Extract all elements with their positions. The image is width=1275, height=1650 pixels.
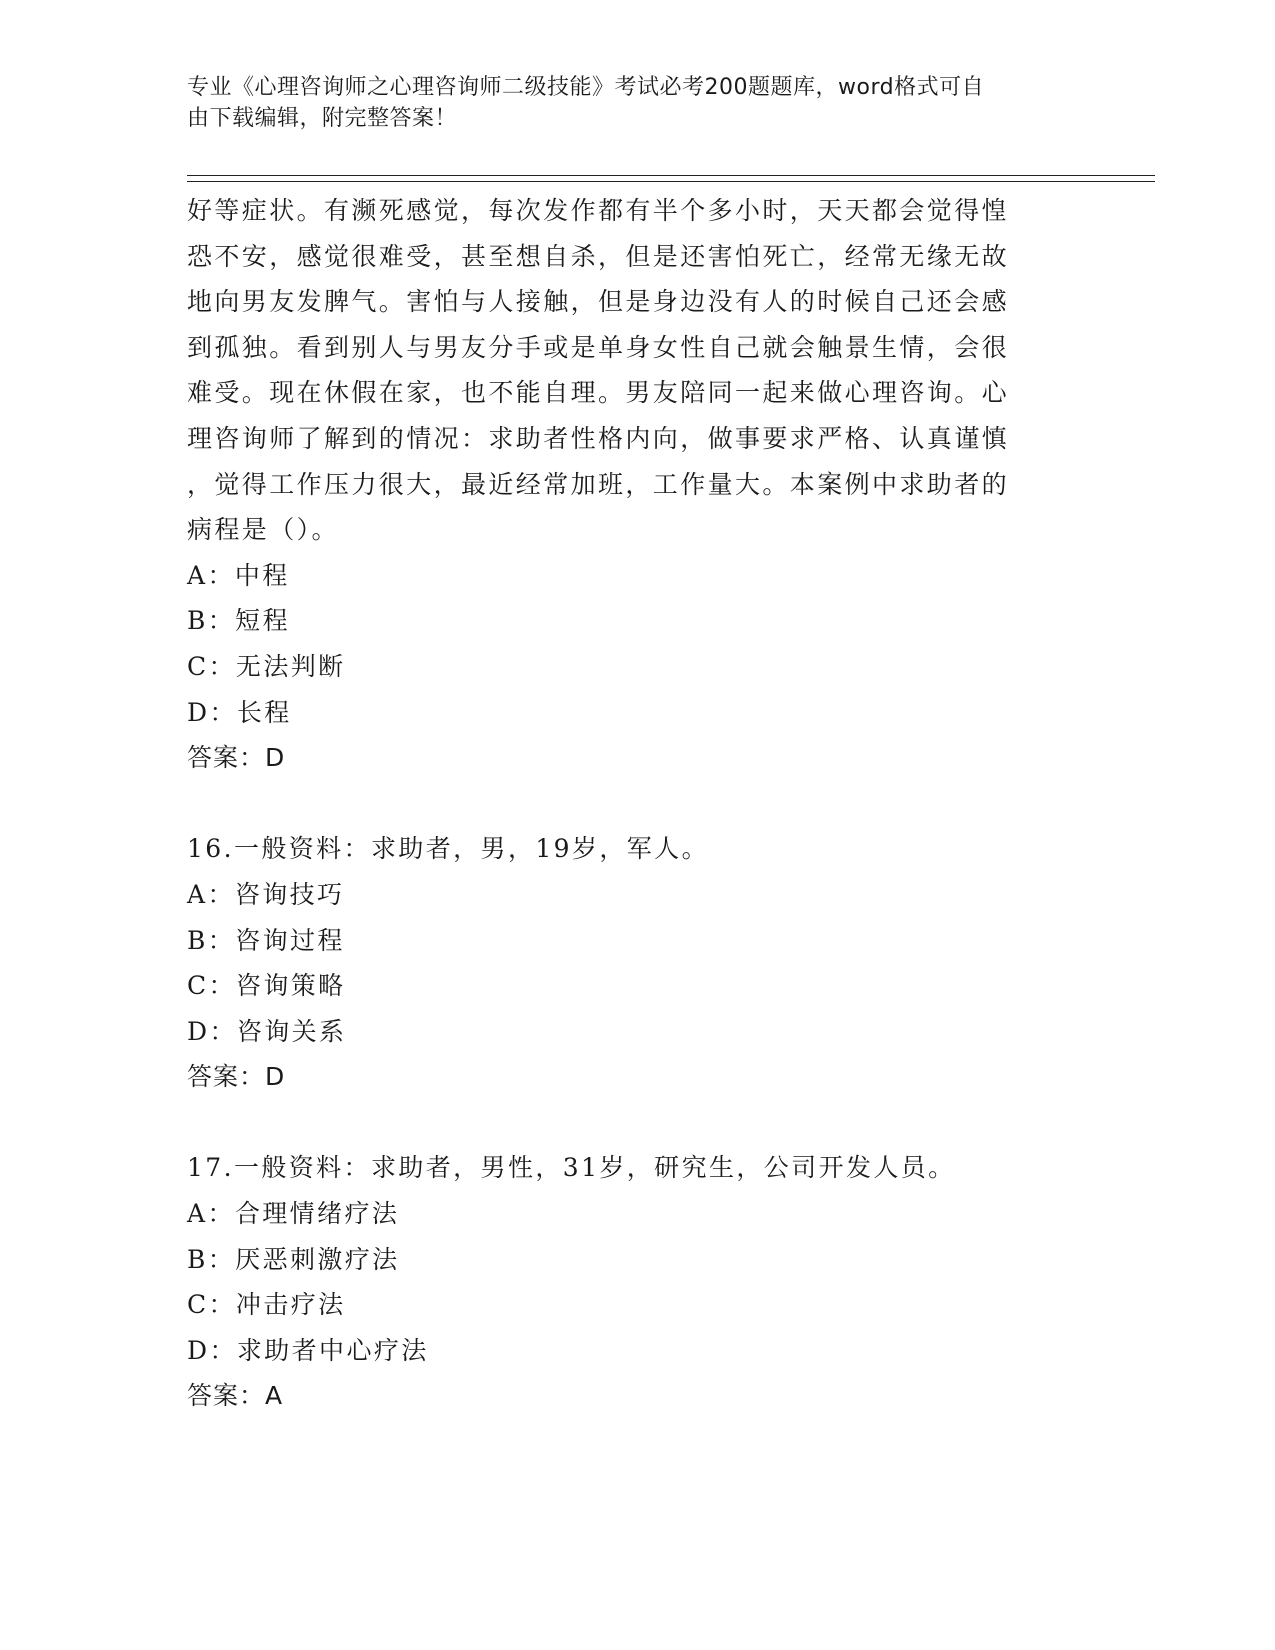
question-15-continuation — [187, 188, 1067, 781]
option-b: B：厌恶刺激疗法 — [187, 1244, 400, 1274]
answer-line: 答案：D — [187, 743, 286, 773]
header-line-2: 由下载编辑，附完整答案！ — [187, 106, 458, 131]
header-line-1: 专业《心理咨询师之心理咨询师二级技能》考试必考200题题库，word格式可自 — [187, 75, 985, 100]
option-d: D：求助者中心疗法 — [187, 1335, 429, 1365]
question-15-line: 病程是（）。 — [187, 515, 339, 545]
question-15-line: ，觉得工作压力很大，最近经常加班，工作量大。本案例中求助者的 — [187, 469, 1010, 499]
option-a: A：咨询技巧 — [187, 879, 345, 909]
question-15-line: 到孤独。看到别人与男友分手或是单身女性自己就会触景生情，会很 — [187, 332, 1010, 362]
question-17-stem: 17.一般资料：求助者，男性，31岁，研究生，公司开发人员。 — [187, 1153, 956, 1183]
question-16-stem: 16.一般资料：求助者，男，19岁，军人。 — [187, 834, 709, 864]
question-15-line: 理咨询师了解到的情况：求助者性格内向，做事要求严格、认真谨慎 — [187, 423, 1010, 453]
question-content — [187, 188, 1067, 1419]
document-header — [187, 72, 1067, 134]
question-15-line: 地向男友发脾气。害怕与人接触，但是身边没有人的时候自己还会感 — [187, 287, 1010, 317]
question-15-line: 好等症状。有濒死感觉，每次发作都有半个多小时，天天都会觉得惶 — [187, 196, 1010, 225]
question-15-line: 恐不安，感觉很难受，甚至想自杀，但是还害怕死亡，经常无缘无故 — [187, 241, 1010, 271]
option-c: C：无法判断 — [187, 651, 346, 681]
option-a: A：中程 — [187, 560, 290, 590]
answer-line: 答案：A — [187, 1381, 284, 1411]
answer-line: 答案：D — [187, 1062, 286, 1092]
question-15-line: 难受。现在休假在家，也不能自理。男友陪同一起来做心理咨询。心 — [187, 378, 1010, 408]
question-16 — [187, 826, 1067, 1100]
option-d: D：咨询关系 — [187, 1016, 347, 1046]
question-17 — [187, 1145, 1067, 1419]
option-b: B：咨询过程 — [187, 925, 345, 955]
option-a: A：合理情绪疗法 — [187, 1199, 400, 1229]
option-c: C：咨询策略 — [187, 971, 346, 1001]
header-divider-top — [187, 175, 1155, 176]
header-divider-bottom — [187, 181, 1155, 182]
option-b: B：短程 — [187, 606, 290, 636]
option-c: C：冲击疗法 — [187, 1290, 346, 1320]
option-d: D：长程 — [187, 697, 292, 727]
